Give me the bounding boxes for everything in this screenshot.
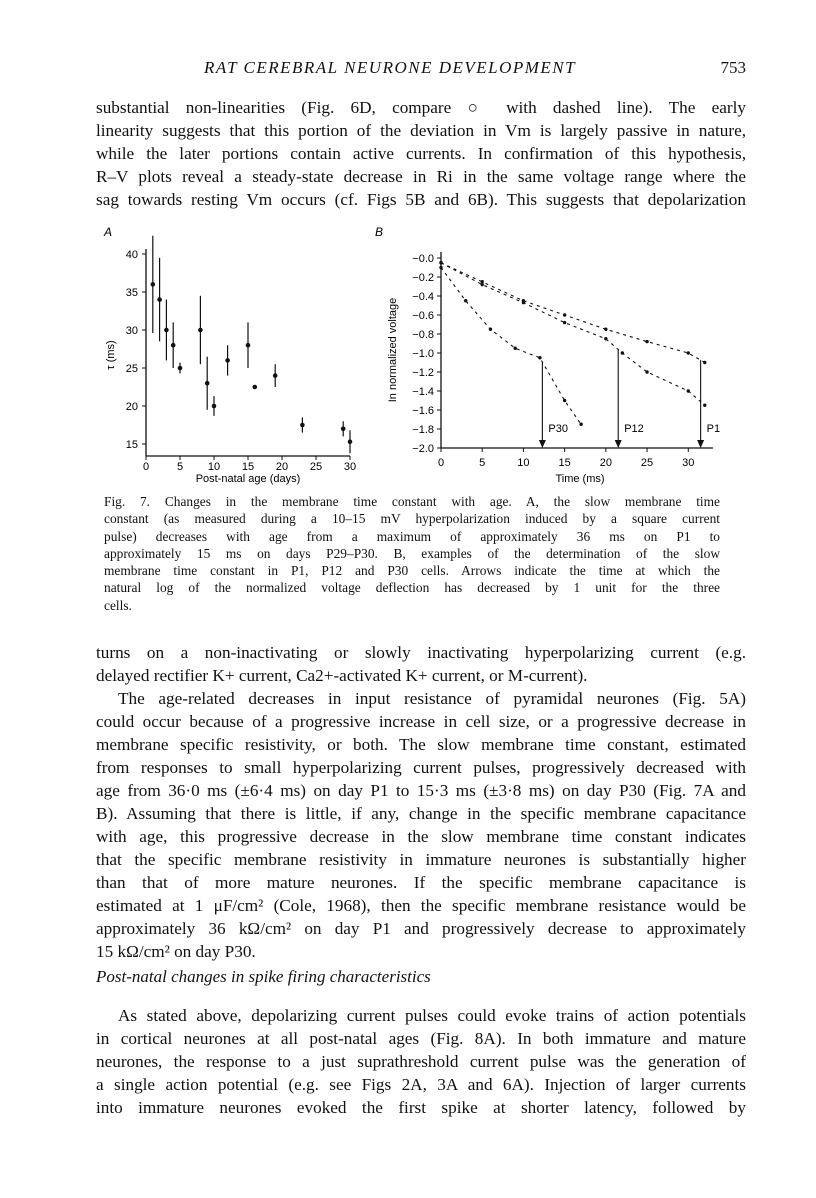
data-point bbox=[481, 283, 484, 286]
data-point bbox=[604, 328, 607, 331]
data-point bbox=[538, 356, 541, 359]
text-line: estimated at 1 μF/cm² (Cole, 1968), then the specific membrane resistance would be bbox=[96, 896, 746, 915]
data-point bbox=[198, 328, 203, 333]
caption-line: approximately 15 ms on days P29–P30. B, examples of the determination of the slow bbox=[104, 545, 720, 561]
text-line: in cortical neurones at all post-natal ages (Fig. 8A). In both immature and mature bbox=[96, 1029, 746, 1048]
data-point bbox=[579, 423, 582, 426]
data-point bbox=[563, 399, 566, 402]
text-line: neurones, the response to a just suprathreshold current pulse was the generation of bbox=[96, 1052, 746, 1071]
y-tick-label: −1.0 bbox=[412, 348, 434, 360]
text-line: delayed rectifier K+ current, Ca2+-activated K+ current, or M-current). bbox=[96, 666, 588, 685]
data-point bbox=[604, 337, 607, 340]
text-line: with age, this progressive decrease in the slow membrane time constant indicates bbox=[96, 827, 746, 846]
page-number: 753 bbox=[720, 58, 746, 77]
text-line: could occur because of a progressive increase in cell size, or a progressive decrease in bbox=[96, 712, 746, 731]
text-line: from responses to small hyperpolarizing current pulses, progressively decreased with bbox=[96, 758, 746, 777]
text-line: linearity suggests that this portion of the deviation in Vm is largely passive in nature, bbox=[96, 121, 746, 140]
data-point bbox=[522, 301, 525, 304]
arrow-head bbox=[615, 440, 622, 448]
caption-line: membrane time constant in P1, P12 and P30 cells. Arrows indicate the time at which the bbox=[104, 563, 720, 579]
panel-b-label: B bbox=[375, 225, 384, 239]
data-point bbox=[205, 381, 210, 386]
arrow-head bbox=[697, 440, 704, 448]
x-tick-label: 15 bbox=[558, 457, 571, 469]
text-line: into immature neurones evoked the first spike at shorter latency, followed by bbox=[96, 1098, 746, 1117]
data-point bbox=[513, 347, 516, 350]
x-tick-label: 25 bbox=[309, 461, 323, 473]
x-tick-label: 20 bbox=[599, 457, 612, 469]
text-line: membrane specific resistivity, or both. The slow membrane time constant, estimated bbox=[96, 735, 746, 754]
text-line: The age-related decreases in input resistance of pyramidal neurones (Fig. 5A) bbox=[118, 689, 746, 708]
section-heading: Post-natal changes in spike firing characteristics bbox=[96, 967, 431, 986]
series-line bbox=[441, 268, 581, 425]
text-line: age from 36·0 ms (±6·4 ms) on day P1 to 15·3 ms (±3·8 ms) on day P30 (Fig. 7A and bbox=[96, 781, 746, 800]
arrow-label: P12 bbox=[624, 423, 644, 435]
data-point bbox=[273, 373, 278, 378]
y-tick-label: 25 bbox=[125, 363, 138, 375]
y-tick-label: 40 bbox=[125, 249, 138, 261]
x-tick-label: 25 bbox=[640, 457, 654, 469]
data-point bbox=[439, 266, 442, 269]
text-line: 15 kΩ/cm² on day P30. bbox=[96, 942, 256, 961]
x-tick-label: 10 bbox=[517, 457, 530, 469]
caption-line: pulse) decreases with age from a maximum of approximately 36 ms on P1 to bbox=[104, 528, 720, 544]
y-tick-label: −1.6 bbox=[412, 405, 434, 417]
x-tick-label: 0 bbox=[142, 461, 150, 473]
text-line: B). Assuming that there is little, if any, change in the specific membrane capacitance bbox=[96, 804, 746, 823]
y-tick-label: −1.2 bbox=[412, 367, 434, 379]
caption-line: Fig. 7. Changes in the membrane time constant with age. A, the slow membrane time bbox=[104, 494, 720, 509]
caption-line: cells. bbox=[104, 597, 132, 613]
data-point bbox=[645, 340, 648, 343]
y-tick-label: −0.4 bbox=[412, 291, 434, 303]
y-tick-label: −1.8 bbox=[412, 424, 434, 436]
data-point bbox=[464, 299, 467, 302]
paragraph-3 bbox=[96, 687, 746, 963]
data-point bbox=[703, 404, 706, 407]
y-tick-label: −0.2 bbox=[412, 272, 434, 284]
data-point bbox=[439, 261, 442, 264]
panel-a-label: A bbox=[104, 225, 113, 239]
data-point bbox=[225, 358, 230, 363]
running-title: RAT CEREBRAL NEURONE DEVELOPMENT bbox=[204, 58, 577, 77]
y-axis-label: τ (ms) bbox=[105, 340, 117, 370]
arrow-label: P30 bbox=[548, 423, 568, 435]
data-point bbox=[621, 351, 624, 354]
data-point bbox=[563, 321, 566, 324]
data-point bbox=[178, 366, 183, 371]
y-axis-label: In normalized voltage bbox=[387, 297, 399, 403]
figure-7 bbox=[96, 222, 736, 490]
x-tick-label: 30 bbox=[343, 461, 357, 473]
data-point bbox=[164, 328, 169, 333]
caption-line: natural log of the normalized voltage deflection has decreased by 1 unit for the three bbox=[104, 580, 720, 596]
caption-line: constant (as measured during a 10–15 mV hyperpolarization induced by a square current bbox=[104, 511, 720, 527]
series-line bbox=[441, 263, 705, 363]
chart-b bbox=[387, 252, 720, 485]
x-tick-label: 15 bbox=[241, 461, 255, 473]
text-line: turns on a non-inactivating or slowly inactivating hyperpolarizing current (e.g. bbox=[96, 643, 746, 662]
text-line: sag towards resting Vm occurs (cf. Figs 5B and 6B). This suggests that depolarization bbox=[96, 190, 746, 209]
text-line: R–V plots reveal a steady-state decrease in Ri in the same voltage range where the bbox=[96, 167, 746, 186]
y-tick-label: 35 bbox=[125, 287, 138, 299]
text-line: a single action potential (e.g. see Figs 2A, 3A and 6A). Injection of larger currents bbox=[96, 1075, 746, 1094]
text-line: than that of more mature neurones. If the specific membrane capacitance is bbox=[96, 873, 746, 892]
data-point bbox=[212, 404, 217, 409]
data-point bbox=[171, 343, 176, 348]
paragraph-4 bbox=[96, 1004, 746, 1119]
x-tick-label: 0 bbox=[437, 457, 445, 469]
data-point bbox=[151, 282, 156, 287]
y-tick-label: −1.4 bbox=[412, 386, 434, 398]
data-point bbox=[687, 389, 690, 392]
y-tick-label: −0.0 bbox=[412, 253, 434, 265]
data-point bbox=[157, 297, 162, 302]
x-tick-label: 5 bbox=[479, 457, 486, 469]
data-point bbox=[246, 343, 251, 348]
data-point bbox=[489, 328, 492, 331]
y-tick-label: 15 bbox=[125, 439, 138, 451]
x-tick-label: 30 bbox=[682, 457, 695, 469]
text-line: that the specific membrane resistivity in immature neurones is substantially higher bbox=[96, 850, 746, 869]
data-point bbox=[348, 439, 353, 444]
figure-caption bbox=[104, 493, 720, 614]
data-point bbox=[253, 385, 258, 390]
x-axis-label: Post-natal age (days) bbox=[195, 473, 301, 485]
data-point bbox=[341, 427, 346, 432]
x-axis-label: Time (ms) bbox=[555, 473, 605, 485]
data-point bbox=[703, 361, 706, 364]
arrow-head bbox=[539, 440, 546, 448]
data-point bbox=[645, 370, 648, 373]
y-tick-label: −0.6 bbox=[412, 310, 434, 322]
paragraph-1 bbox=[96, 96, 746, 211]
paragraph-2 bbox=[96, 641, 746, 687]
y-tick-label: 20 bbox=[125, 401, 138, 413]
text-line: substantial non-linearities (Fig. 6D, compare ○ with dashed line). The early bbox=[96, 98, 746, 117]
x-tick-label: 20 bbox=[275, 461, 289, 473]
data-point bbox=[300, 423, 305, 428]
data-point bbox=[687, 351, 690, 354]
data-point bbox=[563, 313, 566, 316]
chart-a bbox=[105, 236, 356, 485]
x-tick-label: 10 bbox=[207, 461, 221, 473]
text-line: As stated above, depolarizing current pulses could evoke trains of action potentials bbox=[118, 1006, 746, 1025]
y-tick-label: −0.8 bbox=[412, 329, 434, 341]
arrow-label: P1 bbox=[706, 423, 721, 435]
x-tick-label: 5 bbox=[176, 461, 184, 473]
text-line: approximately 36 kΩ/cm² on day P1 and progressively decrease to approximately bbox=[96, 919, 746, 938]
text-line: while the later portions contain active currents. In confirmation of this hypothesis, bbox=[96, 144, 746, 163]
y-tick-label: 30 bbox=[125, 325, 138, 337]
running-header bbox=[96, 58, 746, 82]
y-tick-label: −2.0 bbox=[412, 443, 434, 455]
